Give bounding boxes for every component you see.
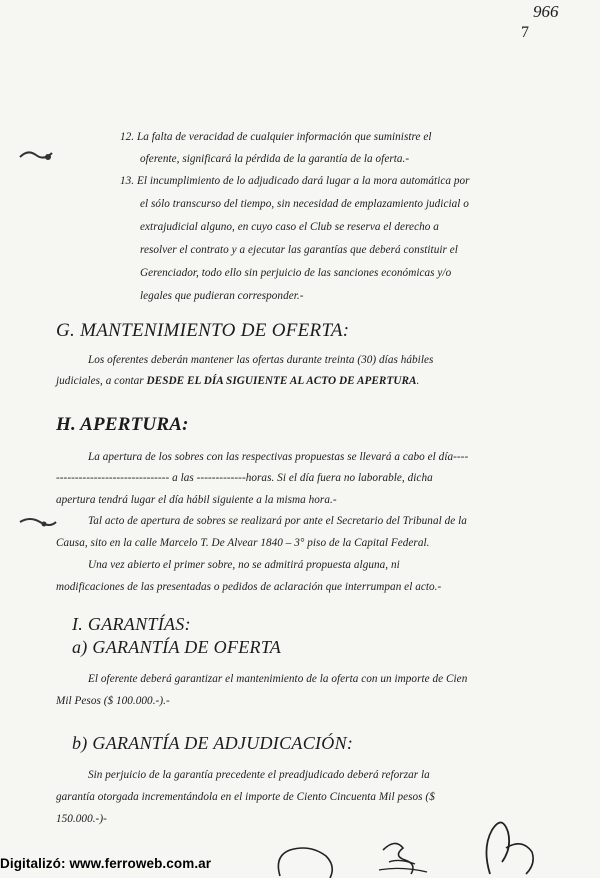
section-g-line-2 (56, 370, 419, 392)
item-13-line-5: Gerenciador, todo ello sin perjuicio de las sanciones económicas y/o (140, 267, 452, 279)
margin-stamp-mark-2 (18, 512, 58, 532)
garantia-oferta-line-2: Mil Pesos ($ 100.000.-).- (56, 695, 170, 707)
item-13-line-3: extrajudicial alguno, en cuyo caso el Club se reserva el derecho a (140, 221, 439, 233)
section-h-title: H. APERTURA: (56, 414, 189, 435)
signature-right (476, 808, 546, 878)
section-h-line-2: ------------------------------ a las -------------horas. Si el día fuera no laborable, dicha (56, 472, 433, 484)
section-h-line-4: Tal acto de apertura de sobres se realizará por ante el Secretario del Tribunal de la (88, 515, 467, 527)
section-g-emphasis: DESDE EL DÍA SIGUIENTE AL ACTO DE APERTURA (146, 375, 417, 387)
garantia-oferta-title: a) GARANTÍA DE OFERTA (72, 637, 282, 657)
item-13-line-4: resolver el contrato y a ejecutar las garantías que deberá constituir el (140, 244, 458, 256)
section-h-line-5: Causa, sito en la calle Marcelo T. De Alvear 1840 – 3° piso de la Capital Federal. (56, 537, 430, 549)
item-13-line-6: legales que pudieran corresponder.- (140, 290, 304, 302)
garantia-adjudicacion-line-1: Sin perjuicio de la garantía precedente el preadjudicado deberá reforzar la (88, 769, 430, 781)
section-h-line-1: La apertura de los sobres con las respectivas propuestas se llevará a cabo el día---- (88, 451, 469, 463)
item-13-line-1: 13. El incumplimiento de lo adjudicado dará lugar a la mora automática por (120, 175, 470, 187)
item-13-line-2: el sólo transcurso del tiempo, sin necesidad de emplazamiento judicial o (140, 198, 469, 210)
section-h-line-7: modificaciones de las presentadas o pedidos de aclaración que interrumpan el acto.- (56, 581, 442, 593)
section-g-line-2-start: judiciales, a contar (56, 375, 147, 387)
section-i-title: I. GARANTÍAS: (72, 614, 191, 634)
margin-stamp-mark-1 (18, 145, 58, 165)
section-h-line-3: apertura tendrá lugar el día hábil siguiente a la misma hora.- (56, 494, 337, 506)
section-g-title: G. MANTENIMIENTO DE OFERTA: (56, 320, 350, 341)
garantia-adjudicacion-title: b) GARANTÍA DE ADJUDICACIÓN: (72, 733, 354, 753)
section-g-line-1: Los oferentes deberán mantener las ofertas durante treinta (30) días hábiles (88, 354, 434, 366)
garantia-oferta-line-1: El oferente deberá garantizar el mantenimiento de la oferta con un importe de Cien (88, 673, 468, 685)
garantia-adjudicacion-line-3: 150.000.-)- (56, 813, 107, 825)
section-h-line-6: Una vez abierto el primer sobre, no se admitirá propuesta alguna, ni (88, 559, 400, 571)
section-g-line-2-end: . (416, 375, 420, 387)
item-12-line-2: oferente, significará la pérdida de la garantía de la oferta.- (140, 153, 410, 165)
item-12-line-1: 12. La falta de veracidad de cualquier información que suministre el (120, 131, 432, 143)
signature-middle (375, 830, 435, 878)
signature-left (270, 836, 350, 878)
folio-number: 966 (533, 2, 559, 21)
garantia-adjudicacion-line-2: garantía otorgada incrementándola en el importe de Ciento Cincuenta Mil pesos ($ (56, 791, 435, 803)
digitization-credit: Digitalizó: www.ferroweb.com.ar (0, 856, 212, 871)
page-number: 7 (521, 24, 529, 41)
